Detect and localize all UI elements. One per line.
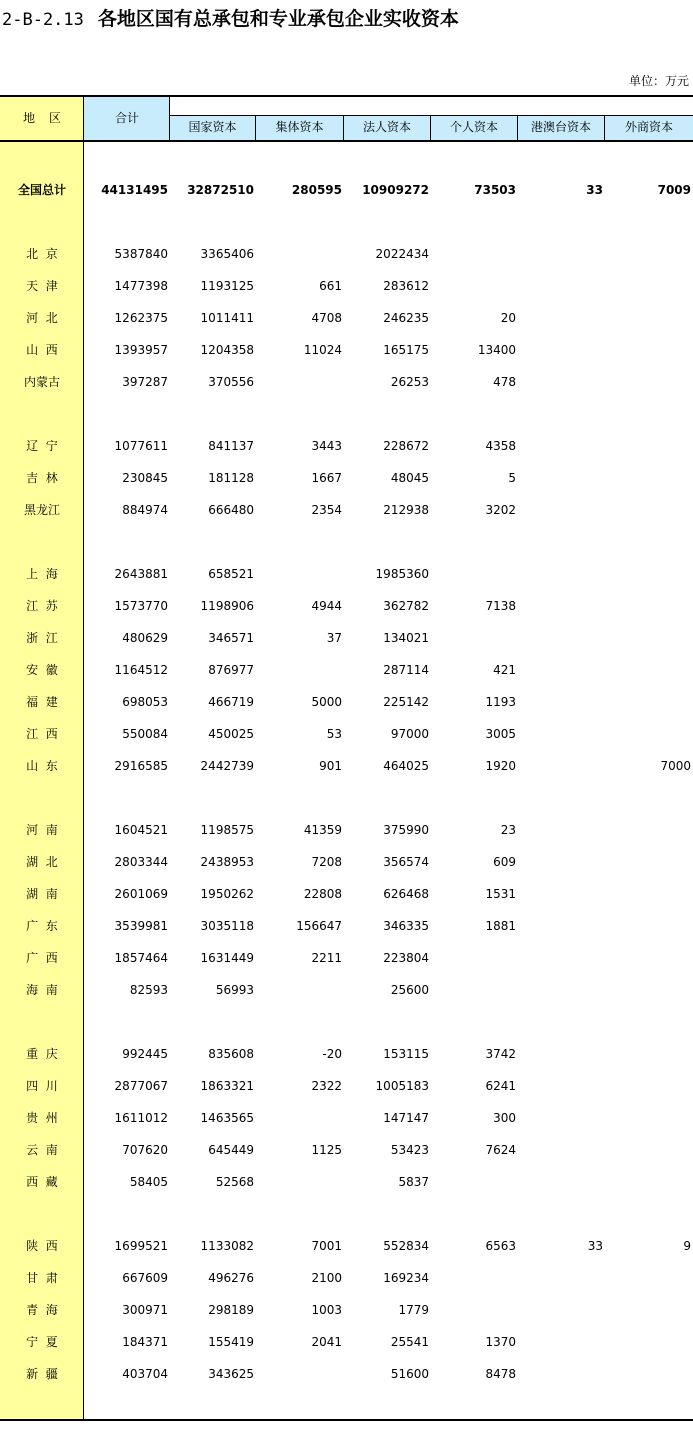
table-row [0,1230,693,1262]
table-cell: 181128 [208,471,254,485]
table-row [0,1038,693,1070]
table-cell: 1204358 [200,343,254,357]
table-cell: -20 [322,1047,342,1061]
table-row [0,910,693,942]
table-cell: 22808 [303,887,342,901]
region-name: 江 苏 [26,599,58,613]
region-name: 甘 肃 [26,1271,58,1285]
region-name: 内蒙古 [23,375,60,389]
table-cell: 3742 [485,1047,516,1061]
table-cell: 609 [493,855,516,869]
table-cell: 1699521 [114,1239,168,1253]
table-cell: 1133082 [200,1239,254,1253]
header-individual-capital: 个人资本 [431,115,518,140]
table-cell: 841137 [208,439,254,453]
region-name: 西 藏 [26,1175,58,1189]
region-name: 河 北 [26,311,58,325]
table-cell: 3443 [311,439,342,453]
table-cell: 2354 [311,503,342,517]
table-cell: 1193 [485,695,516,709]
table-cell: 835608 [208,1047,254,1061]
table-cell: 10909272 [362,183,429,197]
table-cell: 645449 [208,1143,254,1157]
table-cell: 356574 [383,855,429,869]
region-name: 上 海 [26,567,58,581]
table-row [0,654,693,686]
table-row-total [0,174,693,206]
table-cell: 223804 [383,951,429,965]
table-cell: 3202 [485,503,516,517]
table-row [0,814,693,846]
table-cell: 1531 [485,887,516,901]
table-cell: 1463565 [200,1111,254,1125]
table-row [0,430,693,462]
region-name: 山 西 [26,343,58,357]
region-name: 广 东 [26,919,58,933]
table-cell: 667609 [122,1271,168,1285]
table-cell: 165175 [383,343,429,357]
table-cell: 147147 [383,1111,429,1125]
table-cell: 1985360 [375,567,429,581]
region-name: 辽 宁 [26,439,58,453]
table-cell: 450025 [208,727,254,741]
table-cell: 41359 [303,823,342,837]
table-row [0,1134,693,1166]
table-cell: 48045 [390,471,429,485]
table-cell: 1863321 [200,1079,254,1093]
table-cell: 992445 [122,1047,168,1061]
table-row [0,974,693,1006]
table-cell: 1573770 [114,599,168,613]
table-cell: 6241 [485,1079,516,1093]
table-cell: 2100 [311,1271,342,1285]
table-row [0,942,693,974]
table-cell: 7000 [660,759,691,773]
table-cell: 1198906 [200,599,254,613]
table-cell: 5387840 [114,247,168,261]
table-cell: 1950262 [200,887,254,901]
table-row [0,1358,693,1390]
table-cell: 52568 [215,1175,254,1189]
table-cell: 7138 [485,599,516,613]
table-cell: 23 [500,823,516,837]
table-cell: 876977 [208,663,254,677]
table-row [0,878,693,910]
data-table [0,95,693,1421]
table-cell: 666480 [208,503,254,517]
table-cell: 246235 [383,311,429,325]
table-cell: 2916585 [114,759,168,773]
table-cell: 26253 [390,375,429,389]
table-cell: 3035118 [200,919,254,933]
region-name: 重 庆 [26,1047,58,1061]
region-name: 四 川 [26,1079,58,1093]
table-cell: 153115 [383,1047,429,1061]
table-cell: 58405 [129,1175,168,1189]
table-cell: 25541 [390,1335,429,1349]
region-name: 北 京 [26,247,58,261]
region-name: 浙 江 [26,631,58,645]
table-cell: 375990 [383,823,429,837]
table-cell: 1011411 [200,311,254,325]
table-cell: 300971 [122,1303,168,1317]
table-cell: 1779 [398,1303,429,1317]
table-cell: 1005183 [375,1079,429,1093]
table-cell: 56993 [215,983,254,997]
table-row [0,366,693,398]
table-cell: 287114 [383,663,429,677]
table-cell: 73503 [474,183,516,197]
table-cell: 6563 [485,1239,516,1253]
table-cell: 2643881 [114,567,168,581]
table-cell: 466719 [208,695,254,709]
table-row [0,750,693,782]
table-cell: 478 [493,375,516,389]
table-cell: 1881 [485,919,516,933]
table-cell: 228672 [383,439,429,453]
table-row [0,1294,693,1326]
table-cell: 230845 [122,471,168,485]
table-cell: 1393957 [114,343,168,357]
table-cell: 4944 [311,599,342,613]
table-row [0,686,693,718]
region-name: 河 南 [26,823,58,837]
table-cell: 25600 [390,983,429,997]
table-cell: 397287 [122,375,168,389]
table-cell: 343625 [208,1367,254,1381]
table-cell: 53 [326,727,342,741]
region-name: 江 西 [26,727,58,741]
table-row [0,1102,693,1134]
table-cell: 37 [326,631,342,645]
table-cell: 4358 [485,439,516,453]
table-cell: 11024 [303,343,342,357]
table-cell: 212938 [383,503,429,517]
table-cell: 155419 [208,1335,254,1349]
table-cell: 496276 [208,1271,254,1285]
table-cell: 1003 [311,1303,342,1317]
table-row [0,590,693,622]
table-cell: 33 [587,1239,603,1253]
region-name: 陕 西 [26,1239,58,1253]
region-name: 贵 州 [26,1111,58,1125]
table-row [0,622,693,654]
region-name: 宁 夏 [26,1335,58,1349]
table-cell: 7001 [311,1239,342,1253]
table-cell: 1631449 [200,951,254,965]
table-cell: 1370 [485,1335,516,1349]
table-cell: 2438953 [200,855,254,869]
table-row [0,494,693,526]
region-name: 云 南 [26,1143,58,1157]
table-cell: 2211 [311,951,342,965]
table-cell: 134021 [383,631,429,645]
page-title [2,6,459,32]
table-cell: 2877067 [114,1079,168,1093]
table-cell: 2041 [311,1335,342,1349]
table-cell: 1667 [311,471,342,485]
table-row [0,1070,693,1102]
header-collective-capital: 集体资本 [256,115,344,140]
region-name: 青 海 [26,1303,58,1317]
table-cell: 5 [508,471,516,485]
table-row [0,302,693,334]
header-bottom-rule [0,140,693,142]
region-name: 山 东 [26,759,58,773]
table-cell: 698053 [122,695,168,709]
table-cell: 283612 [383,279,429,293]
table-cell: 7009 [657,183,691,197]
region-name: 天 津 [26,279,58,293]
table-cell: 403704 [122,1367,168,1381]
header-total: 合计 [114,111,139,125]
table-cell: 7624 [485,1143,516,1157]
table-cell: 156647 [296,919,342,933]
table-row [0,334,693,366]
table-row [0,846,693,878]
table-cell: 32872510 [187,183,254,197]
region-name: 广 西 [26,951,58,965]
table-row [0,1326,693,1358]
table-cell: 1611012 [114,1111,168,1125]
header-state-capital: 国家资本 [170,115,256,140]
region-name: 福 建 [26,695,58,709]
table-row [0,462,693,494]
table-bottom-rule [0,1419,693,1421]
header-hk-macao-taiwan-capital: 港澳台资本 [518,115,605,140]
table-cell: 661 [319,279,342,293]
table-cell: 5000 [311,695,342,709]
region-name: 安 徽 [26,663,58,677]
table-cell: 1857464 [114,951,168,965]
header-legal-person-capital: 法人资本 [344,115,431,140]
table-cell: 8478 [485,1367,516,1381]
table-cell: 169234 [383,1271,429,1285]
table-code: 2-B-2.13 [2,10,84,30]
table-cell: 20 [500,311,516,325]
region-name: 湖 北 [26,855,58,869]
table-cell: 550084 [122,727,168,741]
region-name: 吉 林 [26,471,58,485]
table-cell: 280595 [291,183,342,197]
unit-label: 单位：万元 [628,74,689,88]
table-cell: 13400 [477,343,516,357]
table-cell: 51600 [390,1367,429,1381]
table-cell: 97000 [390,727,429,741]
table-cell: 362782 [383,599,429,613]
table-cell: 1477398 [114,279,168,293]
table-cell: 707620 [122,1143,168,1157]
region-name: 全国总计 [17,183,66,197]
header-top-rule [0,95,693,97]
table-title: 各地区国有总承包和专业承包企业实收资本 [97,8,459,30]
table-cell: 370556 [208,375,254,389]
table-cell: 3539981 [114,919,168,933]
table-cell: 1920 [485,759,516,773]
table-cell: 2803344 [114,855,168,869]
region-name: 黑龙江 [23,503,60,517]
table-cell: 552834 [383,1239,429,1253]
table-cell: 7208 [311,855,342,869]
region-name: 新 疆 [26,1367,58,1381]
table-cell: 1077611 [114,439,168,453]
table-cell: 1125 [311,1143,342,1157]
table-row [0,1166,693,1198]
table-cell: 464025 [383,759,429,773]
table-cell: 53423 [390,1143,429,1157]
header-region: 地区 [22,111,75,125]
table-cell: 33 [586,183,603,197]
table-cell: 1164512 [114,663,168,677]
table-cell: 44131495 [101,183,168,197]
table-row [0,558,693,590]
table-cell: 3005 [485,727,516,741]
table-cell: 184371 [122,1335,168,1349]
table-cell: 1262375 [114,311,168,325]
table-cell: 2022434 [375,247,429,261]
table-row [0,238,693,270]
table-cell: 421 [493,663,516,677]
table-cell: 82593 [129,983,168,997]
table-row [0,1262,693,1294]
table-cell: 1198575 [200,823,254,837]
table-cell: 3365406 [200,247,254,261]
table-cell: 1193125 [200,279,254,293]
table-cell: 346571 [208,631,254,645]
table-row [0,270,693,302]
table-cell: 901 [319,759,342,773]
region-name: 湖 南 [26,887,58,901]
table-cell: 300 [493,1111,516,1125]
table-cell: 4708 [311,311,342,325]
table-cell: 480629 [122,631,168,645]
table-cell: 884974 [122,503,168,517]
table-cell: 9 [683,1239,691,1253]
table-cell: 225142 [383,695,429,709]
table-cell: 346335 [383,919,429,933]
table-cell: 1604521 [114,823,168,837]
table-cell: 2322 [311,1079,342,1093]
table-cell: 626468 [383,887,429,901]
table-cell: 5837 [398,1175,429,1189]
header-foreign-capital: 外商资本 [624,120,673,134]
table-cell: 658521 [208,567,254,581]
table-row [0,718,693,750]
table-cell: 2442739 [200,759,254,773]
table-cell: 298189 [208,1303,254,1317]
region-name: 海 南 [26,983,58,997]
table-cell: 2601069 [114,887,168,901]
